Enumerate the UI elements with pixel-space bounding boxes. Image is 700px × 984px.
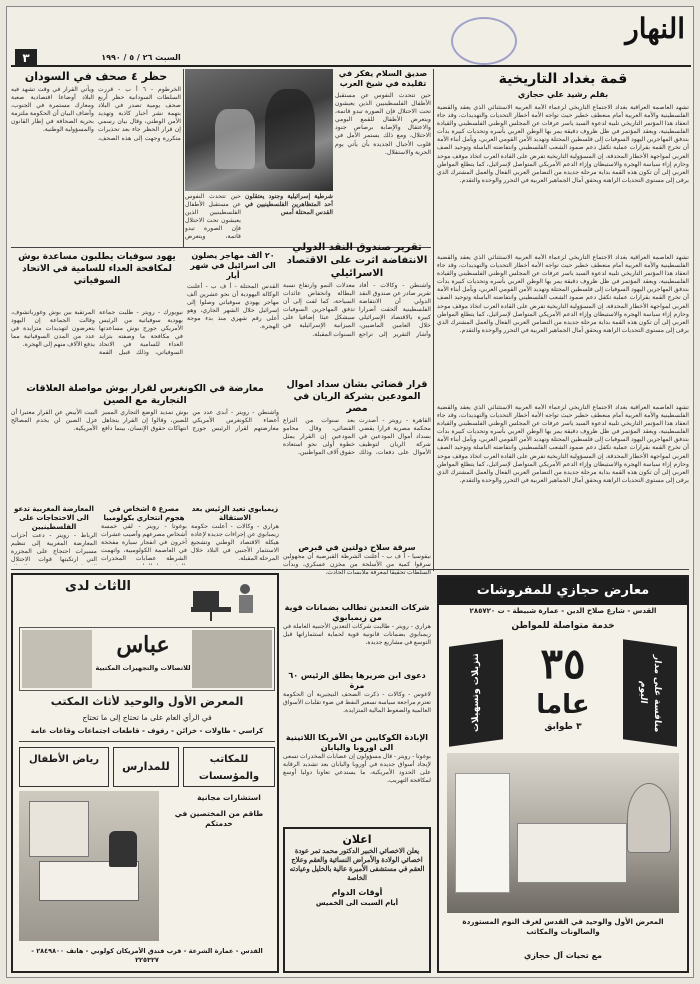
photo-side-body: حين تتحدث النفوس عن مستقبل الأطفال الفلسطينيين الذين يعيشون تحت الاحتلال فإن الصورة تبدو قاتمة، ويتعرض bbox=[185, 193, 241, 241]
office-chair-shape bbox=[109, 831, 137, 867]
lead-body-3: تشهد العاصمة العراقية بغداد الاجتماع التاريخي لزعماء الأمة العربية الاستثنائي الذي يعقد والقضية الفلسطينية والأمة العربية أمام منعطف خطير حيث تواجه الأمة أخطار التحديات والتهديدات، وقد جاء انعقاد هذا المؤتمر التاريخي تلبية لدعوة السيد ياسر عرفات عن المجلس الوطني الفلسطيني والقيادة الفلسطينية، ويعقد المؤتمر في ظل ظروف دقيقة يمر بها الوطن العربي بأسره وتحديات كبيرة بدأت بتدفق المهاجرين اليهود السوفيات إلى فلسطين المحتلة وتهديد الأمن القومي العربي، ويأمل أبناء الأمة أن تخرج القمة بقرارات عملية تكفل دعم صمود الشعب الفلسطيني وانتفاضته الباسلة وتوحيد الصف العربي لمواجهة الأخطار المحدقة. إن المسؤولية التاريخية تفرض على القادة العرب اتخاذ موقف موحد وحازم إزاء سياسة الهجرة والاستيطان وإزاء الدعم الأمريكي المتواصل لإسرائيل، كما يتطلع المواطن العربي إلى أن تكون هذه القمة بداية مرحلة جديدة من التضامن العربي الفعال والعمل المشترك الذي يرقى إلى مستوى التحديات الراهنة ويحقق آمال الجماهير العربية في التحرر والوحدة والتقدم. bbox=[437, 404, 689, 484]
abbas-slogan: في الرأي العام على ما تحتاج إلى ما تحتاج bbox=[82, 713, 212, 722]
abbas-ad bbox=[11, 573, 279, 973]
abbas-items: كراسي - طاولات - خزائن - رفوف - قاطعات اجتماعات وقاعات عامة bbox=[30, 727, 264, 735]
sudan-title: حظر ٤ صحف في السودان bbox=[24, 70, 168, 83]
hijazi-left-tag bbox=[449, 639, 503, 747]
schools-label: للمدارس bbox=[122, 760, 170, 773]
debt-body: هراري - رويتر - طالبت شركات التعدين الأجنبية العاملة في زيمبابوي بضمانات قانونية قوية لحماية استثماراتها قبل التوسع في مشاريع جديدة. bbox=[283, 623, 431, 647]
hijazi-ad bbox=[437, 575, 689, 973]
photo-figure-2 bbox=[265, 89, 315, 169]
hijazi-footer: المعرض الأول والوحيد في القدس لغرف النوم المستوردة والصالونات والمكاتب bbox=[462, 917, 664, 936]
theft-body: نيقوسيا - أ ف ب - أعلنت الشرطة القبرصية أن مجهولين سرقوا كمية من الأسلحة من مخزن عسكري، وبدأت السلطات تحقيقا لمعرفة ملابسات الحادث. bbox=[283, 553, 431, 577]
maghreb-title: المعارضة المغربية تدعو الى الاحتجاجات على الفلسطينيين bbox=[14, 505, 94, 531]
trade-title: الإبادة الكوكايين من الأمريكا اللاتينية الى اوروبا واليابان bbox=[285, 733, 429, 752]
clinic-body: يعلن الاخصائي الخبير الدكتور محمد تمر عودة اخصائي الولادة والأمراض النسائية والعقم وعلاج العقم في مستشفى الأميرة عالية بالخليل وعيادته الخاصة bbox=[289, 847, 425, 882]
masthead-rule bbox=[11, 65, 691, 67]
abbas-rule bbox=[19, 741, 275, 742]
lead-body-2: تشهد العاصمة العراقية بغداد الاجتماع التاريخي لزعماء الأمة العربية الاستثنائي الذي يعقد والقضية الفلسطينية والأمة العربية أمام منعطف خطير حيث تواجه الأمة أخطار التحديات والتهديدات، وقد جاء انعقاد هذا المؤتمر التاريخي تلبية لدعوة السيد ياسر عرفات عن المجلس الوطني الفلسطيني والقيادة الفلسطينية، ويعقد المؤتمر في ظل ظروف دقيقة يمر بها الوطن العربي بأسره وتحديات كبيرة بدأت بتدفق المهاجرين اليهود السوفيات إلى فلسطين المحتلة وتهديد الأمن القومي العربي، ويأمل أبناء الأمة أن تخرج القمة بقرارات عملية تكفل دعم صمود الشعب الفلسطيني وانتفاضته الباسلة وتوحيد الصف العربي لمواجهة الأخطار المحدقة. إن المسؤولية التاريخية تفرض على القادة العرب اتخاذ موقف موحد وحازم إزاء سياسة الهجرة والاستيطان وإزاء الدعم الأمريكي المتواصل لإسرائيل، كما يتطلع المواطن العربي إلى أن تكون هذه القمة بداية مرحلة جديدة من التضامن العربي الفعال والعمل المشترك الذي يرقى إلى مستوى التحديات الراهنة ويحقق آمال الجماهير العربية في التحرر والوحدة والتقدم. bbox=[437, 254, 689, 334]
date-line: السبت ٢٦ / ٥ / ١٩٩٠ bbox=[101, 53, 181, 62]
child-body: حين تتحدث النفوس عن مستقبل الأطفال الفلسطينيين الذين يعيشون تحت الاحتلال فإن الصورة تبدو قاتمة، ويتعرض الأطفال للقمع اليومي والاعتقال والإصابة برصاص جنود الاحتلال، ومع ذلك يستمر الأمل في قلوب الأجيال الجديدة بأن يأتي يوم الحرية والاستقلال. bbox=[335, 92, 431, 156]
kg-label: رياض الأطفال bbox=[28, 754, 100, 765]
desk-shape bbox=[39, 861, 139, 901]
kg-label-box bbox=[19, 747, 109, 787]
classroom-photo bbox=[192, 630, 272, 688]
migrants-title: ٢٠ ألف مهاجر يصلون الى اسرائيل في شهر أيار bbox=[190, 251, 276, 280]
consult-text: استشارات مجانية bbox=[197, 793, 261, 802]
hijazi-floors: ٣ طوابق bbox=[544, 722, 582, 732]
congress-title: معارضة في الكونغرس لقرار بوش مواصلة العلاقات التجارية مع الصين bbox=[26, 383, 264, 406]
theft-title: سرقة سلاح دولتين في قبرص bbox=[298, 543, 416, 552]
bed-shape bbox=[517, 823, 627, 883]
egypt-death-article bbox=[101, 505, 187, 565]
egypt-death-title: مصرع ٥ أشخاص في هجوم انتحاري بكولومبيا bbox=[103, 505, 185, 522]
oil-title: دعوى ابن ضريرها يطلق الرئيس ٦٠ مرة bbox=[288, 671, 426, 690]
kenya-title: زيمبابوي تعيد الرئيس بعد الاستقالة bbox=[191, 505, 279, 522]
hijazi-service: خدمة متواصلة للمواطن bbox=[511, 621, 615, 631]
trade-article bbox=[283, 733, 431, 823]
maghreb-article bbox=[11, 505, 97, 565]
abbas-headline: المعرض الأول والوحيد لأثاث المكتب bbox=[50, 695, 244, 708]
hijazi-years-box bbox=[509, 639, 617, 749]
photo-side-text bbox=[185, 193, 241, 241]
photo-caption-text: شرطية إسرائيلية وجنود يعتقلون أحد المتظاهرين الفلسطينيين في القدس المحتلة أمس bbox=[245, 193, 333, 217]
lead-byline: بقلم رشيد علي حجازي bbox=[517, 90, 609, 99]
newspaper-page bbox=[6, 6, 694, 978]
photo-caption bbox=[245, 193, 333, 241]
debt-article bbox=[283, 603, 431, 667]
soviet-jews-title: يهود سوفيات يطلبون مساعدة بوش لمكافحة العداء للسامية في الاتحاد السوفياتي bbox=[18, 252, 176, 286]
kids-photo bbox=[22, 630, 92, 688]
clinic-ad bbox=[283, 827, 431, 973]
imf-body: واشنطن - وكالات - أفاد تقرير صادر عن صندوق النقد الدولي أن الانتفاضة الفلسطينية ألحقت أضرارا كبيرة بالاقتصاد الإسرائيلي خلال العامين الماضيين، وأشار التقرير إلى تراجع معدلات النمو وارتفاع نسبة البطالة وانخفاض عائدات السياحة، كما لفت إلى أن تدفق المهاجرين السوفيات سيشكل عبئا إضافيا على الميزانية الإسرائيلية في السنوات المقبلة. bbox=[283, 282, 431, 338]
sudan-body: الخرطوم - ٦ أ ب - قررت السلطات السودانية حظر أربع صحف يومية تصدر في البلاد بتهمة نشر أخبار كاذبة وتهديد الأمن الوطني، وقال بيان رسمي إن قرار الحظر جاء بعد تحذيرات متكررة وجهت إلى هذه الصحف، ويأتي القرار في وقت تشهد فيه البلاد أوضاعا اقتصادية صعبة ومعارك مستمرة في الجنوب، وأضاف البيان أن الحكومة ملتزمة بحرية الصحافة في إطار القانون والمسؤولية الوطنية. bbox=[11, 86, 181, 142]
imf-title: تقرير صندوق النقد الدولي الانتفاضة اثرت على الاقتصاد الاسرائيلي bbox=[286, 242, 428, 279]
kenya-body: هراري - وكالات - أعلنت حكومة زيمبابوي عن إجراءات جديدة لإعادة هيكلة الاقتصاد الوطني وتشجيع الاستثمار الأجنبي في البلاد خلال المرحلة المقبلة. bbox=[191, 523, 279, 563]
hijazi-sign: مع تحيات آل حجازي bbox=[523, 951, 602, 960]
theft-article bbox=[283, 543, 431, 599]
abbas-address: القدس - عمارة الشرعة - قرب فندق الأمريكان كولوني - هاتف ٢٨٤٩٨٠٠ - ٢٢٥٣٢٧ bbox=[31, 947, 263, 964]
wardrobe-shape bbox=[455, 773, 510, 893]
oil-body: لاغوس - وكالات - ذكرت الصحف النيجيرية أن الحكومة تعتزم مراجعة سياسة تسعير النفط في ضوء تقلبات الأسواق العالمية والضغوط المالية المتزايدة. bbox=[283, 691, 431, 715]
clinic-hours: أوقات الدوام bbox=[331, 888, 383, 897]
court-article bbox=[283, 379, 431, 539]
soviet-jews-article bbox=[11, 251, 183, 307]
abbas-name: عباس bbox=[116, 632, 170, 658]
offices-label: للمكاتب والمؤسسات bbox=[198, 754, 260, 782]
col-rule-1 bbox=[433, 69, 434, 571]
sudan-article bbox=[11, 69, 181, 247]
mirror-shape bbox=[627, 783, 671, 853]
hijazi-left-text: تنزيلات وتسهيلات bbox=[471, 652, 481, 734]
hijazi-banner bbox=[439, 577, 687, 605]
kenya-article bbox=[191, 505, 279, 565]
court-title: قرار قضائي بشأن سداد اموال المودعين بشركة الريان في مصر bbox=[286, 379, 428, 414]
clinic-days: أيام السبت الى الخميس bbox=[315, 899, 399, 907]
soviet-jews-body: نيويورك - رويتر - طلبت جماعة يهودية سوفياتية من الرئيس الأمريكي جورج بوش مساعدتها في مكافحة ما وصفته بتزايد العداء للسامية في الاتحاد السوفياتي، وذلك قبيل القمة المرتقبة بين بوش وغورباتشوف، وقالت الجماعة إن اليهود يتعرضون لتهديدات متزايدة في عدد من المدن السوفياتية مما يدفع الآلاف منهم إلى الهجرة. bbox=[11, 309, 183, 357]
soviet-jews-body-wrap bbox=[11, 309, 183, 379]
bedroom-photo bbox=[447, 753, 679, 913]
lead-body-1: تشهد العاصمة العراقية بغداد الاجتماع التاريخي لزعماء الأمة العربية الاستثنائي الذي يعقد والقضية الفلسطينية والأمة العربية أمام منعطف خطير حيث تواجه الأمة أخطار التحديات والتهديدات، وقد جاء انعقاد هذا المؤتمر التاريخي تلبية لدعوة السيد ياسر عرفات عن المجلس الوطني الفلسطيني والقيادة الفلسطينية، ويعقد المؤتمر في ظل ظروف دقيقة يمر بها الوطن العربي بأسره وتحديات كبيرة بدأت بتدفق المهاجرين اليهود السوفيات إلى فلسطين المحتلة وتهديد الأمن القومي العربي، ويأمل أبناء الأمة أن تخرج القمة بقرارات عملية تكفل دعم صمود الشعب الفلسطيني وانتفاضته الباسلة وتوحيد الصف العربي لمواجهة الأخطار المحدقة. إن المسؤولية التاريخية تفرض على القادة العرب اتخاذ موقف موحد وحازم إزاء سياسة الهجرة والاستيطان وإزاء الدعم الأمريكي المتواصل لإسرائيل، كما يتطلع المواطن العربي إلى أن تكون هذه القمة بداية مرحلة جديدة من التضامن العربي الفعال والعمل المشترك الذي يرقى إلى مستوى التحديات الراهنة ويحقق آمال الجماهير العربية في التحرر والوحدة والتقدم. bbox=[437, 104, 689, 184]
court-body: القاهرة - رويتر - أصدرت محكمة مصرية قرارا يقضي بسداد أموال المودعين في شركة الريان لتوظيف الأموال على دفعات، وذلك بعد سنوات من النزاع القضائي، وقال محامو المودعين إن القرار يمثل خطوة أولى نحو استعادة حقوق آلاف المواطنين. bbox=[283, 417, 431, 457]
logo-text: النهار bbox=[625, 13, 685, 45]
shelf-shape bbox=[29, 801, 89, 857]
clinic-title: اعلان bbox=[342, 833, 372, 846]
congress-article bbox=[11, 383, 279, 503]
furniture-label: الأثاث لدى bbox=[65, 579, 131, 594]
hijazi-years-label: عاما bbox=[536, 690, 590, 720]
hijazi-address: القدس - شارع صلاح الدين - عمارة شبيطة - ت ٢٨٥٧٢٠ bbox=[469, 607, 657, 615]
abbas-logo-box bbox=[19, 627, 275, 691]
logo bbox=[565, 13, 685, 47]
imf-article bbox=[283, 241, 431, 377]
maghreb-body: الرباط - رويتر - دعت أحزاب المعارضة المغربية إلى تنظيم مسيرات احتجاج على المجزرة التي ارتكبتها قوات الاحتلال bbox=[11, 532, 97, 564]
lead-article bbox=[437, 69, 689, 571]
hijazi-right-text: منافسة على مدار اليوم bbox=[638, 654, 662, 734]
page-number bbox=[15, 49, 37, 65]
abbas-sub: للاتصالات والتجهيزات المكتبية bbox=[95, 664, 191, 672]
masthead bbox=[11, 11, 691, 65]
chair-icon bbox=[185, 577, 273, 623]
news-photo bbox=[185, 69, 333, 191]
debt-title: شركات التعدين تطالب بضمانات قوية من زيمبابوي bbox=[284, 603, 430, 622]
stamp-mark bbox=[451, 17, 517, 65]
hijazi-right-tag bbox=[623, 639, 677, 747]
migrants-article bbox=[187, 251, 279, 371]
col-rule-2 bbox=[183, 69, 184, 247]
offices-label-box bbox=[183, 747, 275, 787]
office-furniture-photo bbox=[19, 791, 159, 941]
lead-title: قمة بغداد التاريخية bbox=[498, 71, 628, 87]
chair-illustration bbox=[185, 577, 273, 623]
schools-label-box bbox=[113, 747, 179, 787]
page-number-text: ٣ bbox=[22, 51, 30, 65]
congress-body: واشنطن - رويتر - أبدى عدد من أعضاء الكونغرس الأمريكي معارضتهم لقرار الرئيس جورج بوش تمديد الوضع التجاري المميز للصين، وقالوا إن القرار يتجاهل انتهاكات حقوق الإنسان، بينما دافع البيت الأبيض عن القرار معتبرا أن عزل الصين لن يخدم المصالح الأمريكية. bbox=[11, 409, 279, 433]
migrants-body: القدس المحتلة - أ ف ب - أعلنت الوكالة اليهودية أن نحو عشرين ألف مهاجر يهودي سوفياتي وصلوا إلى إسرائيل خلال الشهر الجاري، وهو أعلى رقم شهري منذ بدء موجة الهجرة. bbox=[187, 283, 279, 331]
oil-article bbox=[283, 671, 431, 729]
hijazi-banner-text: معارض حجازي للمفروشات bbox=[476, 583, 650, 598]
photo-figure-1 bbox=[215, 109, 255, 169]
staff-text: طاقم من المختصين في خدمتكم bbox=[174, 809, 264, 828]
child-title: صديق السلام يفكر في تقليده في شيخ العرب bbox=[338, 69, 428, 88]
egypt-death-body: بوغوتا - رويتر - لقي خمسة أشخاص مصرعهم وأصيب عشرات آخرون في انفجار سيارة مفخخة في العاصمة الكولومبية، واتهمت الشرطة عصابات المخدرات bbox=[101, 523, 187, 563]
trade-body: بوغوتا - رويتر - قال مسؤولون إن عصابات المخدرات تسعى لإيجاد أسواق جديدة في أوروبا واليابان بعد تشديد الرقابة على الحدود الأمريكية، ما يستدعي تعاونا دوليا أوسع لمكافحة التهريب. bbox=[283, 753, 431, 785]
hijazi-years: ٣٥ bbox=[540, 639, 586, 688]
child-story bbox=[335, 69, 431, 239]
